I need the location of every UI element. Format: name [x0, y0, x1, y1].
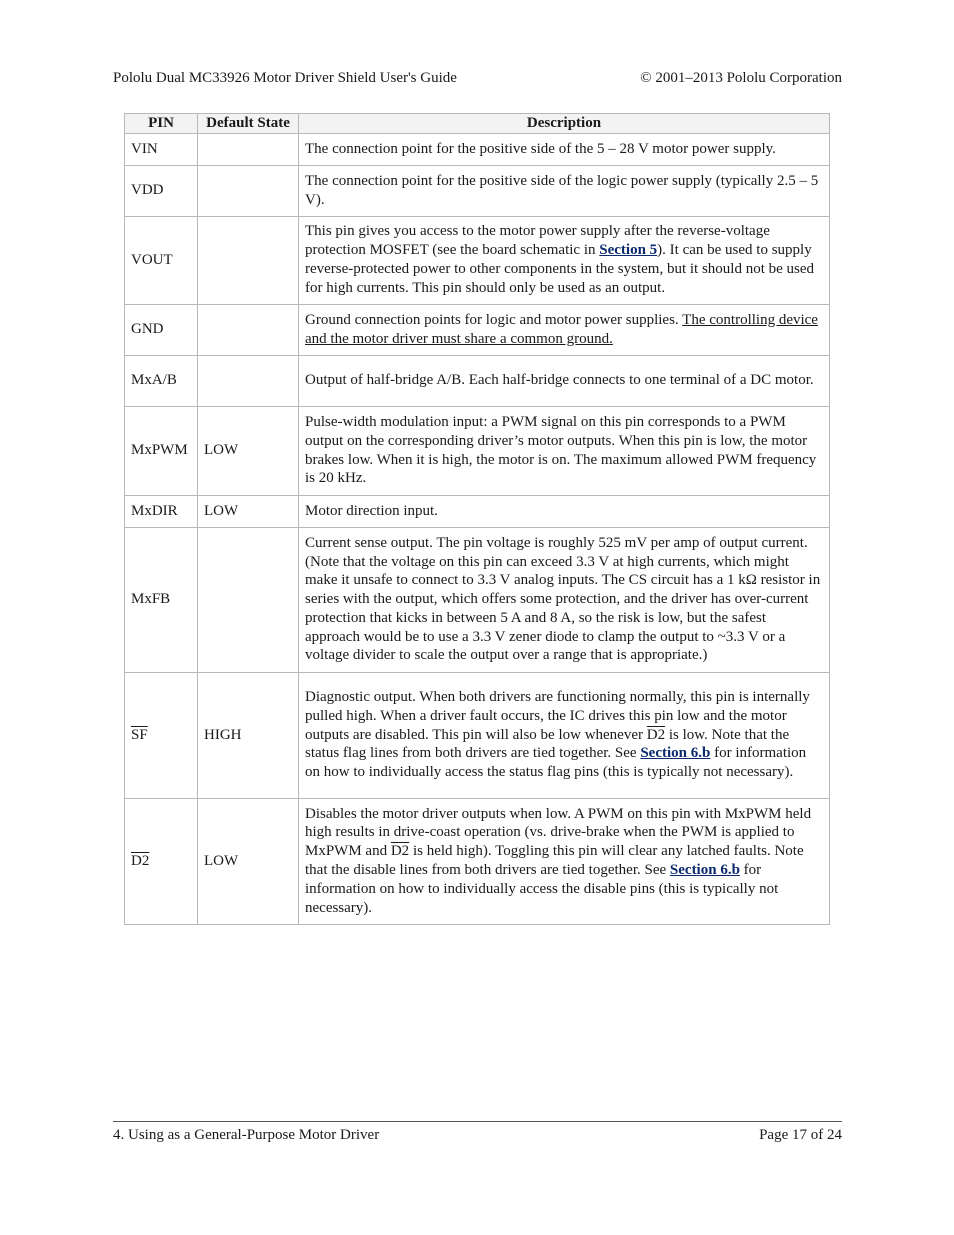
- pin-name: MxPWM: [125, 407, 198, 496]
- section-6b-link[interactable]: Section 6.b: [640, 745, 711, 762]
- table-row: [125, 356, 830, 407]
- pin-description: This pin gives you access to the motor power supply after the reverse-voltage protection MOSFET (see the board schematic in Section 5). It can be used to supply reverse-protected power to other components in the system, but it should not be used for high currents. This pin should only be used as an output.: [299, 217, 830, 305]
- pin-name: MxFB: [125, 528, 198, 673]
- default-state: [198, 134, 299, 166]
- footer-section-title: 4. Using as a General-Purpose Motor Driver: [113, 1127, 380, 1143]
- pin-name: VDD: [125, 166, 198, 217]
- pin-description: Current sense output. The pin voltage is roughly 525 mV per amp of output current. (Note that the voltage on this pin can exceed 3.3 V at high currents, which might make it unsafe to connect to 3.3 V analog inputs. The CS circuit has a 1 kΩ resistor in series with the output, which offers some protection, and the driver has over-current protection that kicks in between 5 A and 8 A, so the risk is low, but the safest approach would be to use a 3.3 V zener diode to clamp the output to ~3.3 V or a voltage divider to scale the output over a range that is appropriate.): [299, 528, 830, 673]
- pin-name: VIN: [125, 134, 198, 166]
- table-header-row: [125, 114, 830, 134]
- pin-description: Ground connection points for logic and motor power supplies. The controlling device and the motor driver must share a common ground.: [299, 305, 830, 356]
- footer-divider: [113, 1121, 842, 1122]
- section-5-link[interactable]: Section 5: [599, 242, 658, 259]
- pin-description: Diagnostic output. When both drivers are functioning normally, this pin is internally pulled high. When a driver fault occurs, the IC drives this pin low and the motor outputs are disabled. This pin will also be low whenever D2 is low. Note that the status flag lines from both drivers are tied together. See Section 6.b for information on how to individually access the status flag pins (this is typically not necessary).: [299, 673, 830, 799]
- table-row: [125, 496, 830, 528]
- column-header-description: Description: [299, 114, 830, 134]
- default-state: [198, 217, 299, 305]
- pin-name: D2: [125, 799, 198, 925]
- table-row: [125, 673, 830, 799]
- pin-description: The connection point for the positive side of the logic power supply (typically 2.5 – 5 V).: [299, 166, 830, 217]
- column-header-default-state: Default State: [198, 114, 299, 134]
- copyright-notice: © 2001–2013 Pololu Corporation: [640, 70, 842, 86]
- table-row: [125, 799, 830, 925]
- pin-description: Motor direction input.: [299, 496, 830, 528]
- default-state: LOW: [198, 496, 299, 528]
- default-state: [198, 166, 299, 217]
- pin-description: Disables the motor driver outputs when low. A PWM on this pin with MxPWM held high results in drive-coast operation (vs. drive-brake when the PWM is applied to MxPWM and D2 is held high). Toggling this pin will clear any latched faults. Note that the disable lines from both drivers are tied together. See Section 6.b for information on how to individually access the disable pins (this is typically not necessary).: [299, 799, 830, 925]
- default-state: LOW: [198, 407, 299, 496]
- default-state: LOW: [198, 799, 299, 925]
- pin-name: $\overline{SF}$: [125, 673, 198, 799]
- section-6b-link[interactable]: Section 6.b: [669, 862, 740, 878]
- ground-note: The controlling device and the motor driver must share a common ground.: [305, 311, 818, 347]
- document-title: Pololu Dual MC33926 Motor Driver Shield User's Guide: [113, 70, 457, 86]
- pin-name: GND: [125, 305, 198, 356]
- default-state: HIGH: [198, 673, 299, 799]
- pin-name: VOUT: [125, 217, 198, 305]
- default-state: [198, 305, 299, 356]
- table-row: [125, 407, 830, 496]
- column-header-pin: PIN: [125, 114, 198, 134]
- table-row: [125, 528, 830, 673]
- pin-description: Pulse-width modulation input: a PWM signal on this pin corresponds to a PWM output on the corresponding driver’s motor outputs. When this pin is low, the motor brakes low. When it is high, the motor is on. The maximum allowed PWM frequency is 20 kHz.: [299, 407, 830, 496]
- table-row: [125, 134, 830, 166]
- table-row: [125, 166, 830, 217]
- pin-description: The connection point for the positive side of the 5 – 28 V motor power supply.: [299, 134, 830, 166]
- pin-description: Output of half-bridge A/B. Each half-bridge connects to one terminal of a DC motor.: [299, 356, 830, 407]
- pin-name: MxDIR: [125, 496, 198, 528]
- pin-table: [124, 113, 830, 925]
- table-row: [125, 305, 830, 356]
- default-state: [198, 356, 299, 407]
- table-row: [125, 217, 830, 305]
- default-state: [198, 528, 299, 673]
- pin-name: MxA/B: [125, 356, 198, 407]
- page-number: Page 17 of 24: [759, 1127, 842, 1143]
